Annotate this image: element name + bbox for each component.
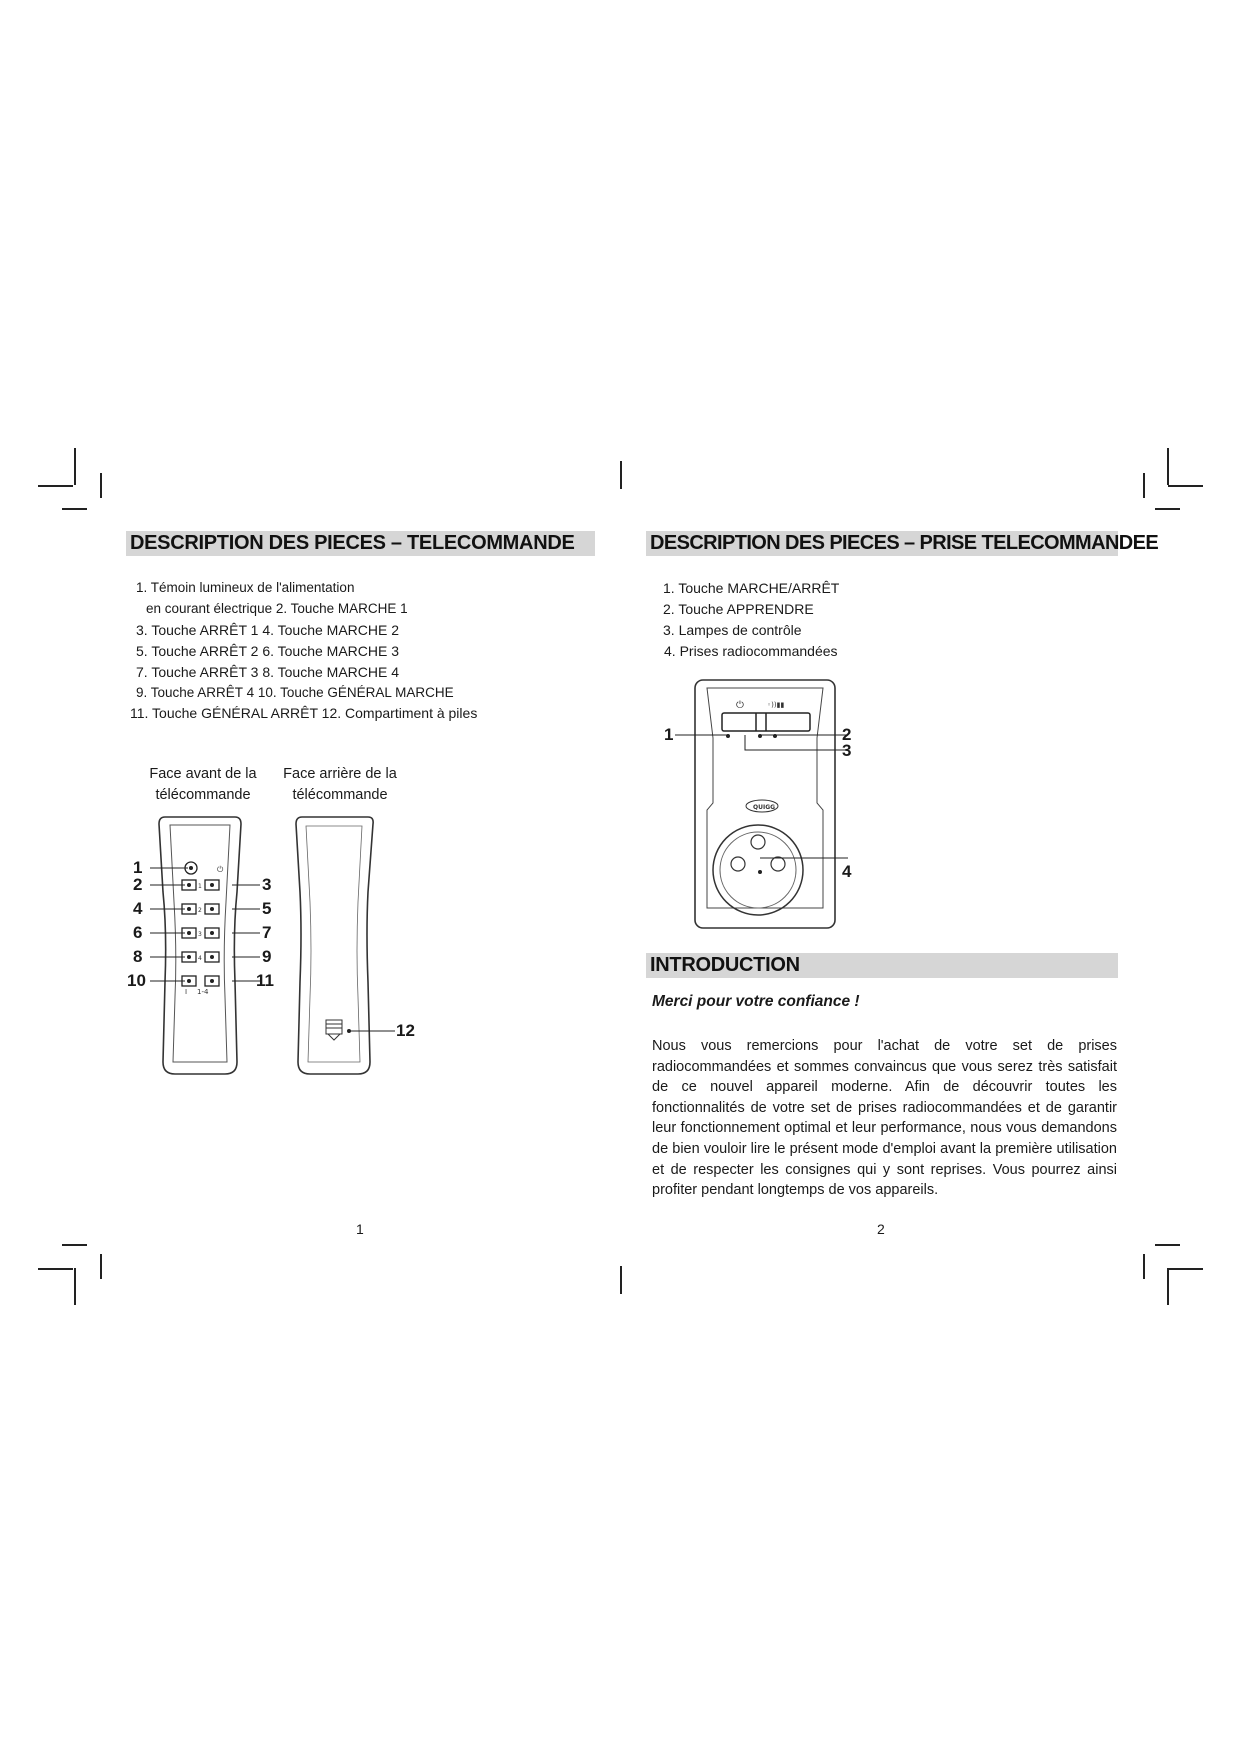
- crop-mark: [1167, 448, 1169, 485]
- socket-callout-1: 1: [664, 725, 674, 744]
- caption-back: Face arrière de la télécommande: [283, 766, 397, 803]
- crop-mark: [74, 1268, 76, 1305]
- parts-line: 9. Touche ARRÊT 4 10. Touche GÉNÉRAL MARCHE: [136, 685, 454, 700]
- crop-mark: [1143, 1254, 1145, 1279]
- svg-text:3: 3: [198, 931, 202, 938]
- crop-mark: [620, 461, 622, 489]
- crop-mark: [100, 473, 102, 498]
- svg-text:⏻: ⏻: [217, 865, 224, 874]
- intro-paragraph: Nous vous remercions pour l'achat de votre set de prises radiocommandées et sommes convaincus que vous serez très satisfait de ce nouvel appareil moderne. Afin de découvrir toutes les fonctionnalités de votre set de prises radiocommandées et de garantir leur fonctionnement optimal et leur performance, nous vous demandons de bien vouloir lire le présent mode d'emploi avant la première utilisation et de respecter les consignes qui y sont reprises. Vous pourrez ainsi profiter pendant longtemps de vos appareils.: [652, 1038, 1117, 1199]
- callout-5: 5: [262, 899, 272, 918]
- callout-1: 1: [133, 858, 143, 877]
- socket-part-item: 4. Prises radiocommandées: [664, 643, 838, 659]
- socket-part-item: 1. Touche MARCHE/ARRÊT: [663, 580, 840, 596]
- section-heading-introduction: INTRODUCTION: [646, 953, 1118, 978]
- callout-12: 12: [396, 1021, 415, 1040]
- callout-9: 9: [262, 947, 272, 966]
- section-heading-remote: DESCRIPTION DES PIECES – TELECOMMANDE: [126, 531, 595, 556]
- socket-part-item: 2. Touche APPRENDRE: [663, 601, 814, 617]
- callout-4: 4: [133, 899, 143, 918]
- callout-7: 7: [262, 923, 272, 942]
- remote-back-illustration: [290, 812, 380, 1082]
- crop-mark: [1168, 1268, 1203, 1270]
- page-number-right: 2: [877, 1221, 885, 1237]
- page-number-left: 1: [356, 1221, 364, 1237]
- callout-10: 10: [127, 971, 146, 990]
- parts-line: 11. Touche GÉNÉRAL ARRÊT 12. Compartiment à piles: [130, 705, 478, 721]
- socket-leader-lines: [665, 725, 855, 875]
- parts-line: 7. Touche ARRÊT 3 8. Touche MARCHE 4: [136, 664, 400, 680]
- remote-bottom-label: I: [185, 988, 188, 996]
- crop-mark: [62, 508, 87, 510]
- parts-line: 3. Touche ARRÊT 1 4. Touche MARCHE 2: [136, 622, 400, 638]
- callout-11: 11: [256, 971, 274, 990]
- socket-callout-3: 3: [842, 741, 852, 760]
- crop-mark: [38, 1268, 73, 1270]
- parts-line: en courant électrique 2. Touche MARCHE 1: [146, 601, 408, 616]
- crop-mark: [1167, 1268, 1169, 1305]
- socket-callout-4: 4: [842, 862, 852, 881]
- remote-bottom-label: 1-4: [197, 988, 209, 996]
- crop-mark: [1155, 508, 1180, 510]
- svg-text:2: 2: [198, 907, 202, 914]
- crop-mark: [38, 485, 73, 487]
- crop-mark: [62, 1244, 87, 1246]
- crop-mark: [74, 448, 76, 485]
- crop-mark: [1155, 1244, 1180, 1246]
- callout-6: 6: [133, 923, 143, 942]
- crop-mark: [620, 1266, 622, 1294]
- socket-callout-2: 2: [842, 725, 852, 744]
- crop-mark: [1143, 473, 1145, 498]
- section-heading-socket: DESCRIPTION DES PIECES – PRISE TELECOMMANDEE: [646, 531, 1118, 556]
- svg-text:4: 4: [198, 955, 202, 962]
- brand-logo: QUIGG: [753, 804, 776, 811]
- callout-8: 8: [133, 947, 143, 966]
- caption-front: Face avant de la télécommande: [149, 766, 257, 803]
- thanks-heading: Merci pour votre confiance !: [652, 993, 860, 1010]
- callout-2: 2: [133, 875, 143, 894]
- crop-mark: [100, 1254, 102, 1279]
- svg-text:1: 1: [198, 883, 202, 890]
- crop-mark: [1168, 485, 1203, 487]
- callout-3: 3: [262, 875, 272, 894]
- front-leader-lines: [140, 860, 270, 1000]
- svg-text:⏻: ⏻: [736, 700, 744, 711]
- parts-line: 1. Témoin lumineux de l'alimentation: [136, 580, 355, 595]
- svg-text:◦))▮▮: ◦))▮▮: [767, 701, 785, 709]
- socket-part-item: 3. Lampes de contrôle: [663, 622, 802, 638]
- parts-line: 5. Touche ARRÊT 2 6. Touche MARCHE 3: [136, 643, 400, 659]
